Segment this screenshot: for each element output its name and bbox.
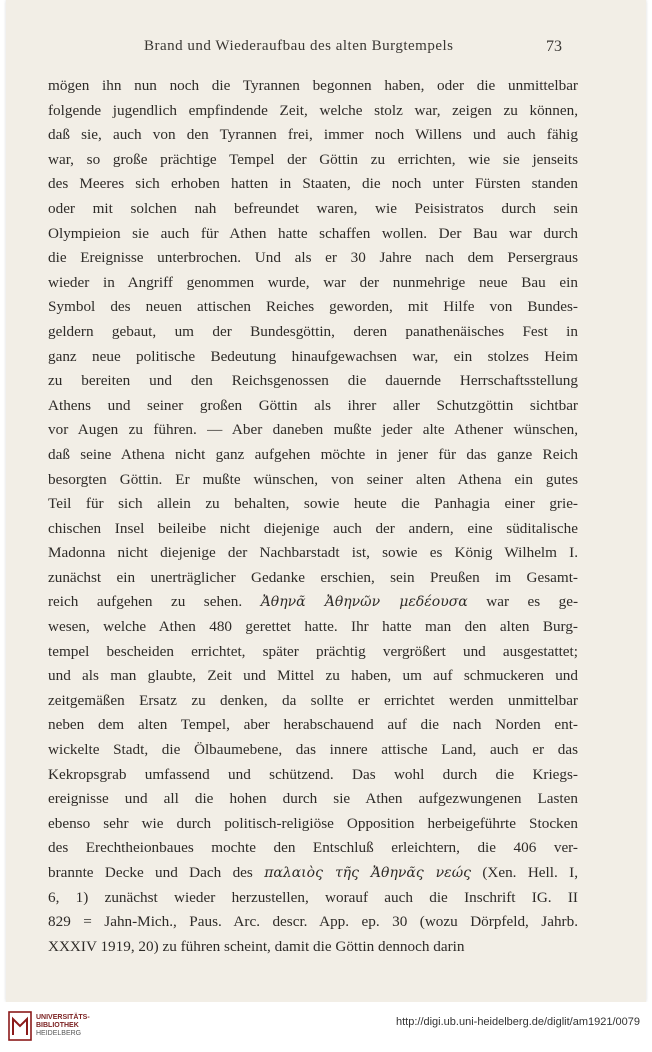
text-line: vor Augen zu führen. — Aber daneben mußte jeder alte Athener wünschen, [48, 421, 578, 439]
library-name [36, 1014, 116, 1038]
body-text [48, 74, 578, 959]
text-line: folgende jugendlich empfindende Zeit, welche stolz war, zeigen zu können, [48, 101, 578, 119]
text-line: chischen Insel beileibe nicht diejenige auch der andern, eine süditalische [48, 519, 578, 537]
text-line: mögen ihn nun noch die Tyrannen begonnen haben, oder die unmittelbar [48, 77, 578, 94]
text-line: Olympieion sie auch für Athen hatte schaffen wollen. Der Bau war durch [48, 224, 578, 242]
running-title: Brand und Wiederaufbau des alten Burgtempels [144, 38, 454, 54]
text-line: Symbol des neuen attischen Reiches geworden, mit Hilfe von Bundes- [48, 298, 578, 316]
text-line: oder mit solchen nah befreundet waren, wie Peisistratos durch sein [48, 199, 578, 217]
text-segment: (Xen. Hell. I, [482, 864, 578, 881]
greek-quote: Ἀθηνᾶ Ἀθηνῶν μεδέουσα [260, 594, 468, 611]
text-line: und als man glaubte, Zeit und Mittel zu haben, um auf schmuckeren und [48, 667, 578, 685]
text-line: Athens und seiner großen Göttin als ihrer aller Schutzgöttin sichtbar [48, 396, 578, 414]
text-line: war, so große prächtige Tempel der Göttin zu errichten, wie sie jenseits [48, 150, 578, 168]
text-line: zu bereiten und den Reichsgenossen die dauernde Herrschaftsstellung [48, 372, 578, 390]
text-line: wickelte Stadt, die Ölbaumebene, das innere attische Land, auch er das [48, 741, 578, 759]
text-line: besorgten Göttin. Er mußte wünschen, von seiner alten Athena ein gutes [48, 470, 578, 488]
book-page [6, 0, 646, 1002]
text-line: tempel bescheiden errichtet, später prächtig vergrößert und ausgestattet; [48, 642, 578, 660]
text-line: neben dem alten Tempel, aber herabschauend auf die nach Norden ent- [48, 716, 578, 734]
text-line: wieder in Angriff genommen wurde, war der nunmehrige neue Bau ein [48, 273, 578, 291]
text-line: ebenso sehr wie durch politisch-religiöse Opposition herbeigeführte Stocken [48, 814, 578, 832]
text-line: Kekropsgrab umfassend und schützend. Das wohl durch die Kriegs- [48, 765, 578, 783]
text-line: zunächst ein unerträglicher Gedanke erschien, sein Preußen im Gesamt- [48, 568, 578, 586]
text-line: daß seine Athena nicht ganz aufgehen möchte in jener für das ganze Reich [48, 445, 578, 463]
text-line: 6, 1) zunächst wieder herzustellen, worauf auch die Inschrift IG. II [48, 888, 578, 906]
text-line: Madonna nicht diejenige der Nachbarstadt ist, sowie es König Wilhelm I. [48, 544, 578, 562]
page-header [6, 38, 646, 64]
text-line: Teil für sich allein zu behalten, sowie heute die Panhagia einer grie- [48, 495, 578, 513]
text-line: XXXIV 1919, 20) zu führen scheint, damit die Göttin dennoch darin [48, 937, 465, 955]
text-line: die Ereignisse unterbrochen. Und als er 30 Jahre nach dem Persergraus [48, 249, 578, 267]
text-segment: reich aufgehen zu sehen. [48, 593, 243, 611]
viewer-footer [0, 1002, 652, 1052]
greek-quote: παλαιὸς τῆς Ἀθηνᾶς νεώς [264, 865, 471, 881]
text-line: daß sie, auch von den Tyrannen frei, immer noch Willens und auch fähig [48, 126, 578, 144]
text-line-with-greek [48, 590, 578, 615]
text-line: ereignisse und all die hohen durch sie Athen aufgezwungenen Lasten [48, 790, 578, 808]
text-line: 829 = Jahn-Mich., Paus. Arc. descr. App. ep. 30 (wozu Dörpfeld, Jahrb. [48, 913, 578, 931]
text-line: des Erechtheionbaues mochte den Entschluß erleichtern, die 406 ver- [48, 839, 578, 857]
text-line: ganz neue politische Bedeutung hinaufgewachsen war, ein stolzes Heim [48, 347, 578, 365]
text-line: wesen, welche Athen 480 gerettet hatte. Ihr hatte man den alten Burg- [48, 618, 578, 636]
library-city: HEIDELBERG [36, 1030, 82, 1037]
library-name-line: BIBLIOTHEK [36, 1022, 79, 1029]
text-line: zeitgemäßen Ersatz zu denken, da sollte er errichtet werden unmittelbar [48, 691, 578, 709]
text-line: des Meeres sich erhoben hatten in Staaten, die noch unter Fürsten standen [48, 175, 578, 193]
text-line: geldern gebaut, um der Bundesgöttin, deren panathenäisches Fest in [48, 322, 578, 340]
text-segment: war es ge- [486, 593, 578, 611]
library-logo-icon [8, 1011, 32, 1041]
text-line-with-greek [48, 861, 578, 886]
library-name-line: UNIVERSITÄTS- [36, 1014, 90, 1021]
source-url-link[interactable]: http://digi.ub.uni-heidelberg.de/diglit/am1921/0079 [395, 1016, 640, 1028]
page-number: 73 [546, 38, 562, 55]
text-segment: brannte Decke und Dach des [48, 864, 253, 881]
